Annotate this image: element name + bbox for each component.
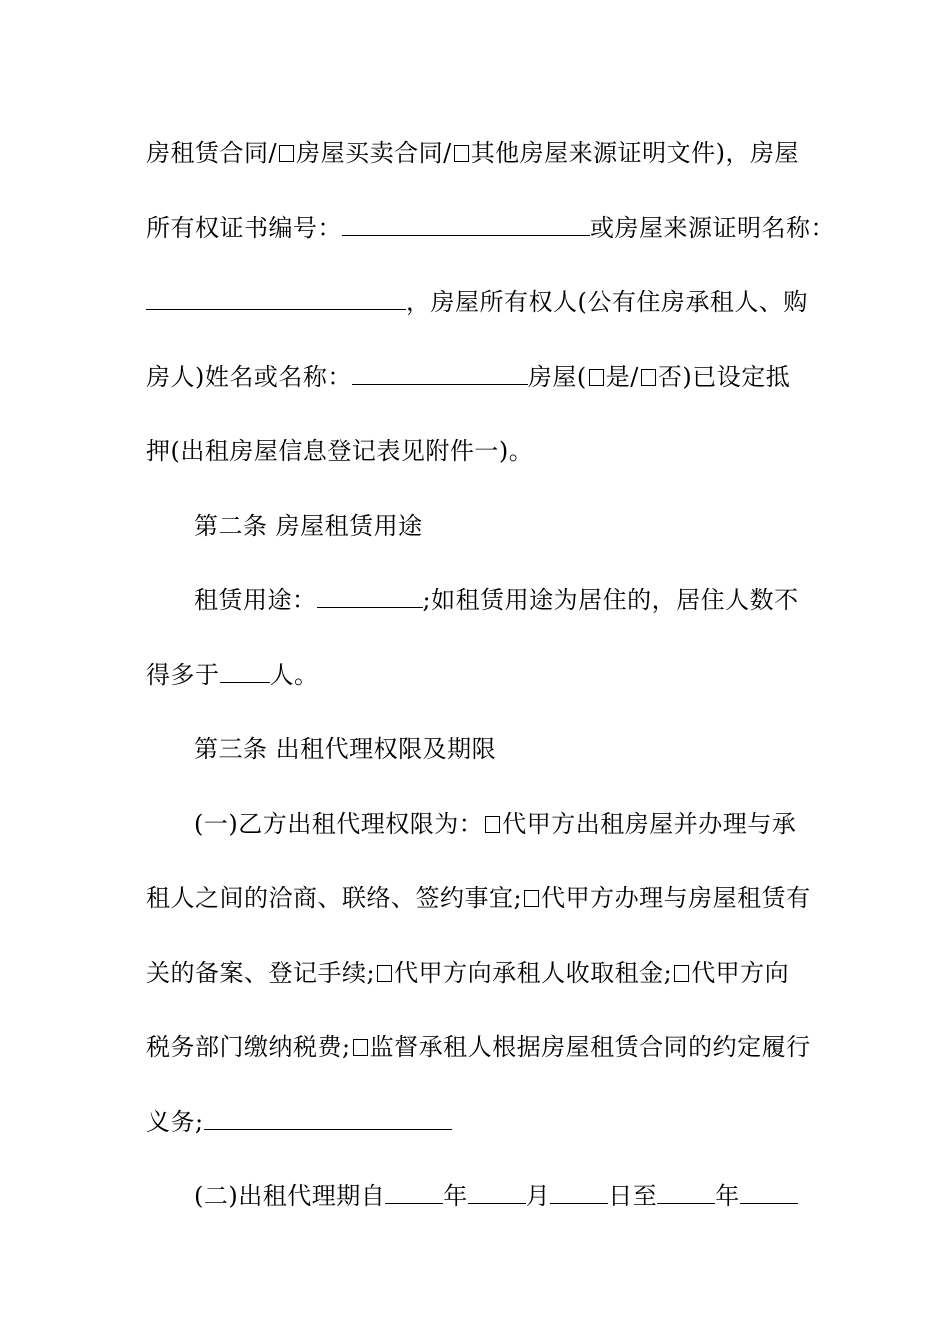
text-segment: 代甲方办理与房屋租赁有 <box>541 884 811 912</box>
checkbox-square[interactable] <box>524 890 539 907</box>
text-segment: 月 <box>525 1182 551 1210</box>
text-segment: 代甲方向 <box>691 959 790 987</box>
text-segment: 人。 <box>269 661 319 689</box>
fill-in-blank[interactable] <box>550 1181 608 1204</box>
fill-in-blank[interactable] <box>317 585 423 608</box>
text-segment: 税务部门缴纳税费; <box>146 1033 351 1061</box>
text-segment: 否)已设定抵 <box>657 363 791 391</box>
text-segment: 房屋( <box>527 363 587 391</box>
fill-in-blank[interactable] <box>740 1181 798 1204</box>
text-line <box>146 1106 811 1138</box>
fill-in-blank[interactable] <box>204 1107 452 1130</box>
checkbox-square[interactable] <box>641 369 656 386</box>
text-segment: (二)出租代理期自 <box>194 1182 386 1210</box>
text-line <box>146 882 811 914</box>
text-segment: (一)乙方出租代理权限为： <box>194 810 484 838</box>
fill-in-blank[interactable] <box>146 287 406 310</box>
text-line <box>194 584 811 616</box>
checkbox-square[interactable] <box>485 816 500 833</box>
checkbox-square[interactable] <box>377 965 392 982</box>
text-segment: 租人之间的洽商、联络、签约事宜; <box>146 884 523 912</box>
text-segment: 第三条 出租代理权限及期限 <box>194 735 497 763</box>
text-segment: 所有权证书编号： <box>146 214 342 242</box>
text-line <box>194 1180 811 1212</box>
text-segment: 年 <box>443 1182 468 1210</box>
checkbox-square[interactable] <box>353 1039 368 1056</box>
text-segment: 关的备案、登记手续; <box>146 959 376 987</box>
text-segment: 得多于 <box>146 661 220 689</box>
text-segment: 租赁用途： <box>194 586 317 614</box>
checkbox-square[interactable] <box>454 145 469 162</box>
text-segment: 其他房屋来源证明文件)，房屋 <box>470 139 800 167</box>
text-segment: 代甲方出租房屋并办理与承 <box>502 810 797 838</box>
text-segment: 房租赁合同/ <box>146 139 278 167</box>
text-line <box>146 137 811 169</box>
text-segment: 年 <box>715 1182 740 1210</box>
text-segment: 房人)姓名或名称： <box>146 363 352 391</box>
fill-in-blank[interactable] <box>385 1181 443 1204</box>
fill-in-blank[interactable] <box>657 1181 715 1204</box>
text-segment: 日至 <box>608 1182 658 1210</box>
checkbox-square[interactable] <box>279 145 294 162</box>
text-segment: 是/ <box>605 363 639 391</box>
text-line <box>146 361 811 393</box>
text-line <box>194 510 811 542</box>
fill-in-blank[interactable] <box>468 1181 526 1204</box>
fill-in-blank[interactable] <box>220 660 270 683</box>
checkbox-square[interactable] <box>674 965 689 982</box>
text-segment: 第二条 房屋租赁用途 <box>194 512 423 540</box>
text-line <box>194 808 811 840</box>
text-segment: 义务; <box>146 1108 204 1136</box>
text-line <box>146 212 835 244</box>
text-line <box>194 733 811 765</box>
text-segment: 代甲方向承租人收取租金; <box>394 959 673 987</box>
text-segment: ，房屋所有权人(公有住房承租人、购 <box>406 288 808 316</box>
fill-in-blank[interactable] <box>342 213 590 236</box>
text-line <box>146 435 811 467</box>
text-segment: 押(出租房屋信息登记表见附件一)。 <box>146 437 534 465</box>
text-line <box>146 286 811 318</box>
text-segment: ;如租赁用途为居住的，居住人数不 <box>422 586 799 614</box>
text-segment: 房屋买卖合同/ <box>296 139 452 167</box>
text-line <box>146 957 811 989</box>
checkbox-square[interactable] <box>589 369 604 386</box>
fill-in-blank[interactable] <box>352 362 528 385</box>
text-line <box>146 1031 811 1063</box>
text-segment: 或房屋来源证明名称： <box>590 214 835 242</box>
text-line <box>146 659 811 691</box>
text-segment: 监督承租人根据房屋租赁合同的约定履行 <box>369 1033 811 1061</box>
